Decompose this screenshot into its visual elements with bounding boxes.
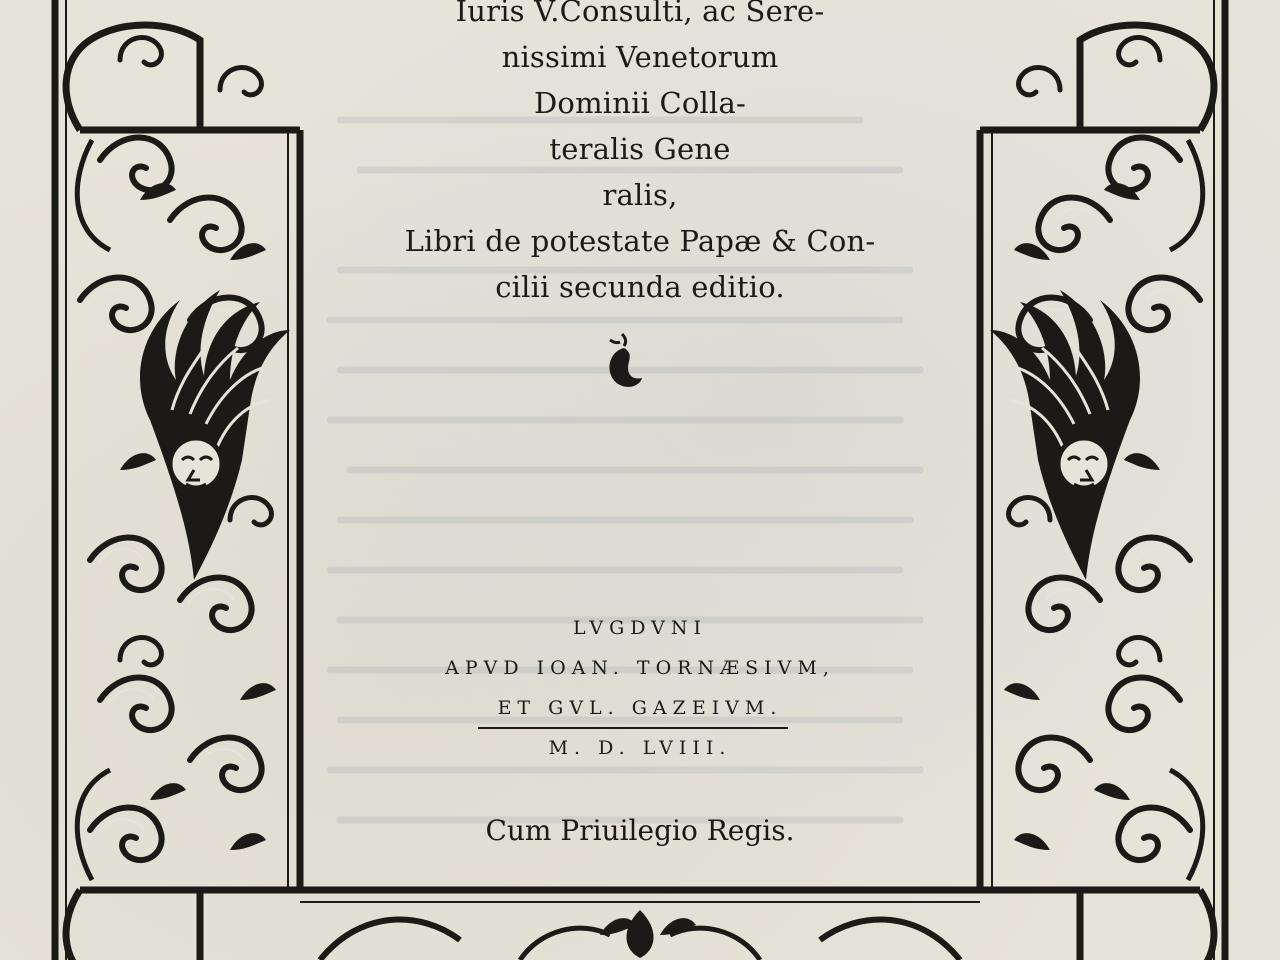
bottom-border-strip: [300, 890, 980, 960]
title-line: Iuris V.Consulti, ac Sere-: [455, 0, 825, 28]
imprint-block: [330, 608, 950, 768]
leaf-fleuron-icon: [600, 330, 650, 394]
title-line: Dominii Colla-: [533, 86, 747, 120]
left-border-column: [8, 0, 300, 960]
title-line: ralis,: [602, 178, 678, 212]
imprint-city: LVGDVNI: [572, 617, 707, 639]
privilege-line: Cum Priuilegio Regis.: [485, 814, 795, 847]
title-line: teralis Gene: [549, 132, 731, 166]
title-line: nissimi Venetorum: [501, 40, 779, 74]
title-line: cilii secunda editio.: [495, 270, 785, 304]
title-line: Libri de potestate Papæ & Con-: [404, 224, 876, 258]
imprint-printer: ET GVL. GAZEIVM.: [497, 697, 783, 719]
right-border-column: [980, 0, 1272, 960]
imprint-printer: APVD IOAN. TORNÆSIVM,: [445, 657, 835, 679]
title-block: [330, 0, 950, 310]
imprint-year: M. D. LVIII.: [548, 737, 732, 759]
imprint-rule: [478, 727, 788, 729]
